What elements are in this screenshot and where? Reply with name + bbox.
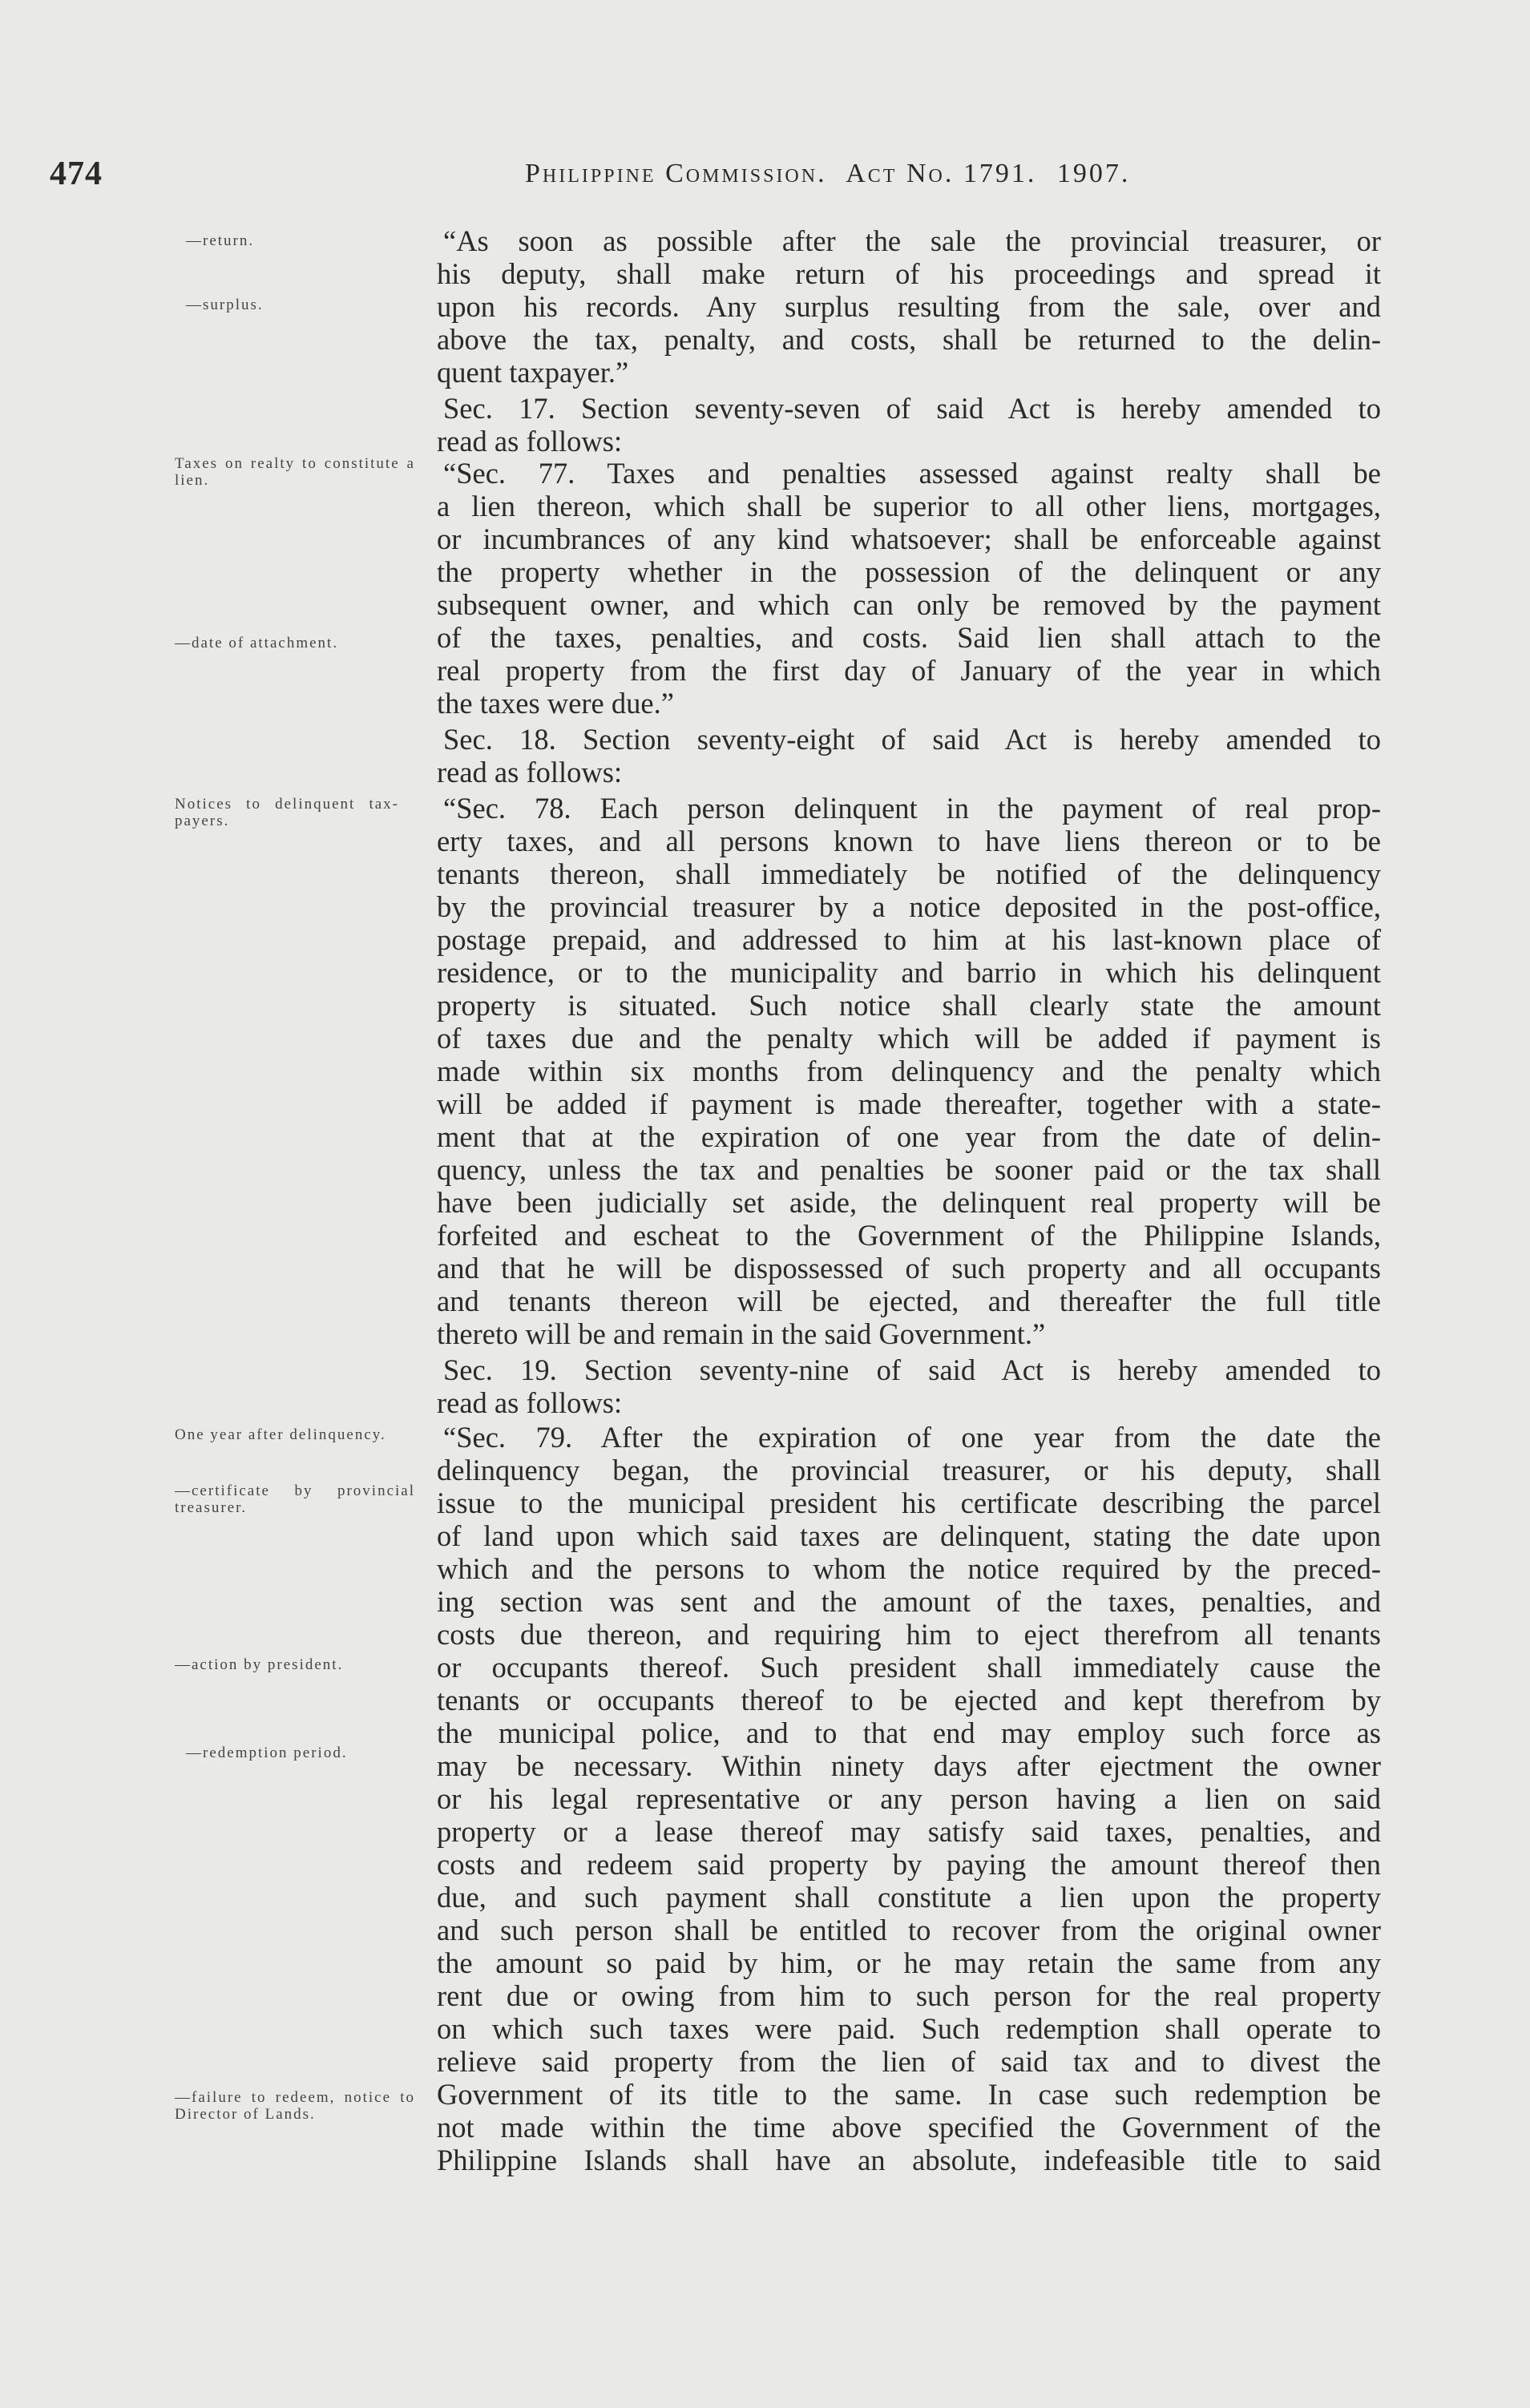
text-line: Government of its title to the same. In case such redemption be — [437, 2078, 1381, 2111]
text-line: Sec. 18. Section seventy-eight of said Act is hereby amended to — [443, 723, 1381, 756]
margin-note-return: —return. — [186, 232, 255, 249]
text-line: erty taxes, and all persons known to have liens thereon or to be — [437, 825, 1381, 857]
text-line: above the tax, penalty, and costs, shall be returned to the delin- — [437, 323, 1381, 356]
text-line: not made within the time above specified the Government of the — [437, 2111, 1381, 2144]
text-line: thereto will be and remain in the said Government.” — [437, 1317, 1046, 1350]
text-line: of land upon which said taxes are delinquent, stating the date upon — [437, 1519, 1381, 1552]
text-line: costs due thereon, and requiring him to eject therefrom all tenants — [437, 1618, 1381, 1651]
running-head-year: 1907. — [1056, 159, 1131, 188]
text-line: due, and such payment shall constitute a lien upon the property — [437, 1881, 1381, 1914]
text-line: and that he will be dispossessed of such property and all occupants — [437, 1252, 1381, 1285]
margin-note-redemption: —redemption period. — [186, 1744, 348, 1761]
text-line: the property whether in the possession of the delinquent or any — [437, 555, 1381, 588]
text-line: property or a lease thereof may satisfy said taxes, penalties, and — [437, 1815, 1381, 1848]
text-line: the taxes were due.” — [437, 687, 674, 720]
text-line: tenants thereon, shall immediately be notified of the delinquency — [437, 857, 1381, 890]
text-line: upon his records. Any surplus resulting from the sale, over and — [437, 290, 1381, 323]
text-line: a lien thereon, which shall be superior to all other liens, mortgages, — [437, 490, 1381, 522]
text-line: which and the persons to whom the notice required by the preced- — [437, 1552, 1381, 1585]
margin-note-certificate: —certificate by provincial treasurer. — [175, 1482, 415, 1516]
text-line: on which such taxes were paid. Such redemption shall operate to — [437, 2012, 1381, 2045]
text-line: of the taxes, penalties, and costs. Said lien shall attach to the — [437, 621, 1381, 654]
text-line: read as follows: — [437, 425, 623, 458]
margin-note-notices: Notices to delinquent tax-payers. — [175, 796, 399, 829]
text-line: delinquency began, the provincial treasurer, or his deputy, shall — [437, 1454, 1381, 1486]
margin-note-failure: —failure to redeem, notice to Director of Lands. — [175, 2089, 415, 2123]
text-line: and such person shall be entitled to recover from the original owner — [437, 1914, 1381, 1946]
text-line: ment that at the expiration of one year from the date of delin- — [437, 1120, 1381, 1153]
text-line: or incumbrances of any kind whatsoever; shall be enforceable against — [437, 522, 1381, 555]
text-line: subsequent owner, and which can only be removed by the payment — [437, 588, 1381, 621]
text-line: read as follows: — [437, 756, 623, 789]
text-line: will be added if payment is made thereafter, together with a state- — [437, 1087, 1381, 1120]
text-line: tenants or occupants thereof to be ejected and kept therefrom by — [437, 1684, 1381, 1716]
text-line: costs and redeem said property by paying the amount thereof then — [437, 1848, 1381, 1881]
text-line: his deputy, shall make return of his proceedings and spread it — [437, 257, 1381, 290]
margin-note-lien: Taxes on realty to constitute a lien. — [175, 455, 415, 489]
text-line: postage prepaid, and addressed to him at his last-known place of — [437, 923, 1381, 956]
text-line: or occupants thereof. Such president shall immediately cause the — [437, 1651, 1381, 1684]
margin-note-date-attachment: —date of attachment. — [175, 635, 339, 651]
text-line: forfeited and escheat to the Government of the Philippine Islands, — [437, 1219, 1381, 1252]
page-number: 474 — [50, 155, 103, 192]
text-line: or his legal representative or any person having a lien on said — [437, 1782, 1381, 1815]
text-line: “Sec. 77. Taxes and penalties assessed against realty shall be — [443, 457, 1381, 490]
running-head — [525, 159, 1141, 189]
text-line: the municipal police, and to that end may employ such force as — [437, 1716, 1381, 1749]
text-line: “As soon as possible after the sale the provincial treasurer, or — [443, 224, 1381, 257]
text-line: may be necessary. Within ninety days after ejectment the owner — [437, 1749, 1381, 1782]
text-line: have been judicially set aside, the delinquent real property will be — [437, 1186, 1381, 1219]
running-head-act: Act No. 1791. — [846, 159, 1037, 188]
margin-note-action: —action by president. — [175, 1656, 344, 1673]
text-line: read as follows: — [437, 1386, 623, 1419]
text-line: residence, or to the municipality and barrio in which his delinquent — [437, 956, 1381, 989]
text-line: by the provincial treasurer by a notice deposited in the post-office, — [437, 890, 1381, 923]
text-line: “Sec. 78. Each person delinquent in the payment of real prop- — [443, 792, 1381, 825]
margin-note-one-year: One year after delinquency. — [175, 1426, 386, 1443]
text-line: quency, unless the tax and penalties be sooner paid or the tax shall — [437, 1153, 1381, 1186]
text-line: of taxes due and the penalty which will be added if payment is — [437, 1022, 1381, 1055]
text-line: quent taxpayer.” — [437, 356, 629, 389]
text-line: Sec. 19. Section seventy-nine of said Act is hereby amended to — [443, 1353, 1381, 1386]
text-line: property is situated. Such notice shall clearly state the amount — [437, 989, 1381, 1022]
text-line: Philippine Islands shall have an absolute, indefeasible title to said — [437, 2144, 1381, 2176]
text-line: “Sec. 79. After the expiration of one year from the date the — [443, 1421, 1381, 1454]
text-line: made within six months from delinquency and the penalty which — [437, 1055, 1381, 1087]
text-line: and tenants thereon will be ejected, and thereafter the full title — [437, 1285, 1381, 1317]
margin-note-surplus: —surplus. — [186, 296, 264, 313]
text-line: issue to the municipal president his certificate describing the parcel — [437, 1486, 1381, 1519]
text-line: Sec. 17. Section seventy-seven of said Act is hereby amended to — [443, 392, 1381, 425]
running-head-title: Philippine Commission. — [525, 159, 827, 188]
text-line: the amount so paid by him, or he may retain the same from any — [437, 1946, 1381, 1979]
text-line: relieve said property from the lien of said tax and to divest the — [437, 2045, 1381, 2078]
text-line: rent due or owing from him to such person for the real property — [437, 1979, 1381, 2012]
text-line: real property from the first day of January of the year in which — [437, 654, 1381, 687]
text-line: ing section was sent and the amount of the taxes, penalties, and — [437, 1585, 1381, 1618]
